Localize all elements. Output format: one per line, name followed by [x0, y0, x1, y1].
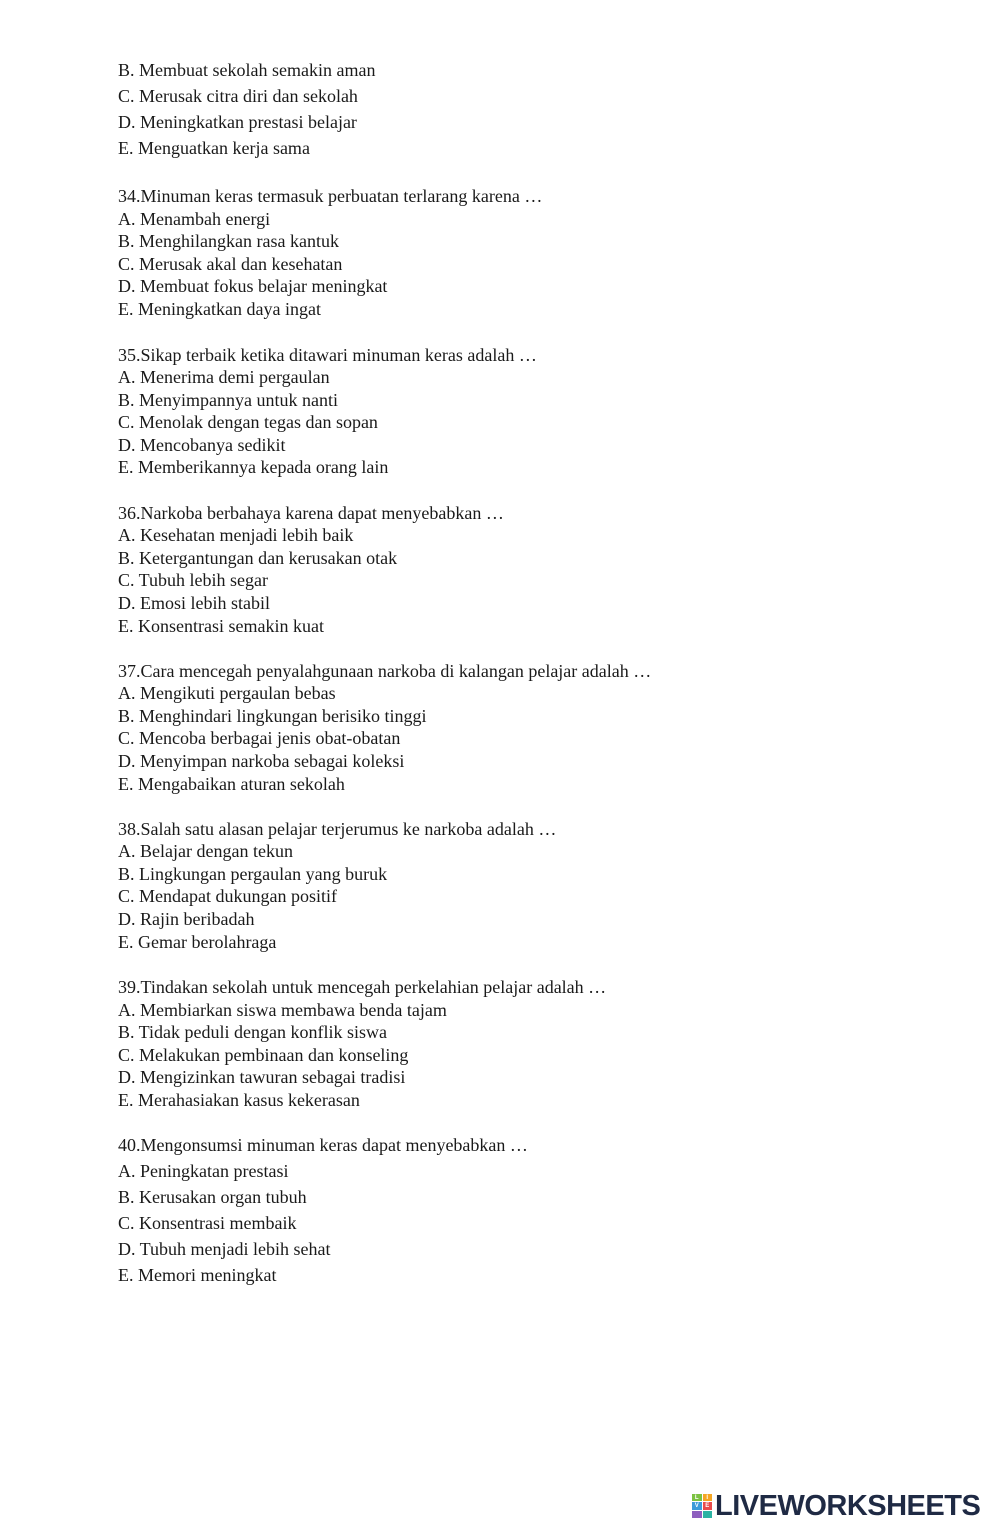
q33-option-b: B. Membuat sekolah semakin aman [118, 60, 376, 80]
q37-option-d: D. Menyimpan narkoba sebagai koleksi [118, 751, 405, 771]
q37-question: 37.Cara mencegah penyalahgunaan narkoba di kalangan pelajar adalah … [118, 661, 652, 681]
q36-option-e: E. Konsentrasi semakin kuat [118, 616, 324, 636]
q38-option-d: D. Rajin beribadah [118, 909, 255, 929]
q35-question: 35.Sikap terbaik ketika ditawari minuman keras adalah … [118, 345, 537, 365]
q37-option-b: B. Menghindari lingkungan berisiko tinggi [118, 706, 427, 726]
q40-question: 40.Mengonsumsi minuman keras dapat menyebabkan … [118, 1135, 528, 1155]
logo-cell-l: L [692, 1494, 702, 1501]
q40-option-d: D. Tubuh menjadi lebih sehat [118, 1239, 331, 1259]
logo-cell-e: E [703, 1502, 713, 1509]
q35-option-c: C. Menolak dengan tegas dan sopan [118, 412, 378, 432]
q34-option-c: C. Merusak akal dan kesehatan [118, 254, 343, 274]
q38-option-c: C. Mendapat dukungan positif [118, 886, 337, 906]
q39-option-e: E. Merahasiakan kasus kekerasan [118, 1090, 360, 1110]
q38-option-a: A. Belajar dengan tekun [118, 841, 293, 861]
q35-option-b: B. Menyimpannya untuk nanti [118, 390, 338, 410]
q34-option-a: A. Menambah energi [118, 209, 271, 229]
logo-cell-i: I [703, 1494, 713, 1501]
q39-option-c: C. Melakukan pembinaan dan konseling [118, 1045, 409, 1065]
q34-option-e: E. Meningkatkan daya ingat [118, 299, 321, 319]
q38-option-b: B. Lingkungan pergaulan yang buruk [118, 864, 388, 884]
q40-option-b: B. Kerusakan organ tubuh [118, 1187, 307, 1207]
q39-option-b: B. Tidak peduli dengan konflik siswa [118, 1022, 387, 1042]
q35-option-e: E. Memberikannya kepada orang lain [118, 457, 389, 477]
q36-option-d: D. Emosi lebih stabil [118, 593, 270, 613]
q36-option-a: A. Kesehatan menjadi lebih baik [118, 525, 354, 545]
q35-option-a: A. Menerima demi pergaulan [118, 367, 330, 387]
q35-option-d: D. Mencobanya sedikit [118, 435, 286, 455]
q33-option-c: C. Merusak citra diri dan sekolah [118, 86, 358, 106]
q38-question: 38.Salah satu alasan pelajar terjerumus ke narkoba adalah … [118, 819, 557, 839]
q37-option-c: C. Mencoba berbagai jenis obat-obatan [118, 728, 401, 748]
q39-option-d: D. Mengizinkan tawuran sebagai tradisi [118, 1067, 406, 1087]
logo-cell-blank-1 [692, 1511, 702, 1518]
q33-option-e: E. Menguatkan kerja sama [118, 138, 310, 158]
liveworksheets-logo [692, 1490, 980, 1522]
q38-option-e: E. Gemar berolahraga [118, 932, 277, 952]
q40-option-e: E. Memori meningkat [118, 1265, 277, 1285]
q39-option-a: A. Membiarkan siswa membawa benda tajam [118, 1000, 447, 1020]
q40-option-a: A. Peningkatan prestasi [118, 1161, 289, 1181]
liveworksheets-grid-icon [692, 1494, 712, 1518]
liveworksheets-wordmark: LIVEWORKSHEETS [715, 1489, 981, 1522]
q36-option-c: C. Tubuh lebih segar [118, 570, 269, 590]
q34-option-b: B. Menghilangkan rasa kantuk [118, 231, 339, 251]
q37-option-a: A. Mengikuti pergaulan bebas [118, 683, 336, 703]
logo-cell-v: V [692, 1502, 702, 1509]
q36-question: 36.Narkoba berbahaya karena dapat menyebabkan … [118, 503, 504, 523]
q37-option-e: E. Mengabaikan aturan sekolah [118, 774, 345, 794]
q40-option-c: C. Konsentrasi membaik [118, 1213, 297, 1233]
q33-option-d: D. Meningkatkan prestasi belajar [118, 112, 357, 132]
q36-option-b: B. Ketergantungan dan kerusakan otak [118, 548, 398, 568]
logo-cell-blank-2 [703, 1511, 713, 1518]
q34-question: 34.Minuman keras termasuk perbuatan terlarang karena … [118, 186, 543, 206]
q34-option-d: D. Membuat fokus belajar meningkat [118, 276, 388, 296]
q39-question: 39.Tindakan sekolah untuk mencegah perkelahian pelajar adalah … [118, 977, 607, 997]
